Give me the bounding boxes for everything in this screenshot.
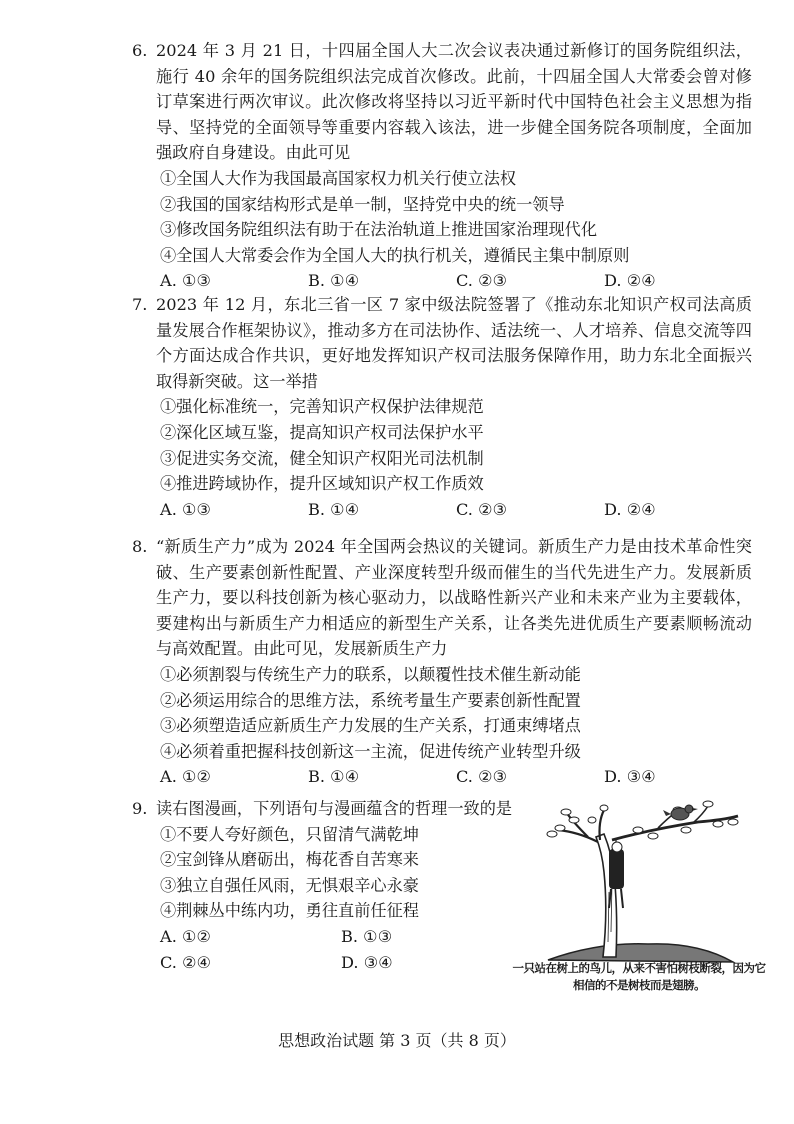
choice-a: A. ①② xyxy=(160,767,212,787)
question-7-option-1: ①强化标准统一，完善知识产权保护法律规范 xyxy=(160,397,484,417)
question-9-stem xyxy=(132,796,522,822)
question-8-option-3: ③必须塑造适应新质生产力发展的生产关系，打通束缚堵点 xyxy=(160,716,581,736)
question-7-number: 7. xyxy=(132,295,148,314)
question-7 xyxy=(132,292,752,522)
page-footer: 思想政治试题 第 3 页（共 8 页） xyxy=(278,1031,516,1050)
choice-a: A. ①③ xyxy=(160,499,212,519)
question-6 xyxy=(132,38,752,294)
question-9-option-1: ①不要人夸好颜色，只留清气满乾坤 xyxy=(160,824,419,844)
choice-b: B. ①③ xyxy=(341,926,393,946)
question-7-option-4: ④推进跨域协作，提升区域知识产权工作质效 xyxy=(160,474,484,494)
choice-a: A. ①② xyxy=(160,926,212,946)
choice-c: C. ②③ xyxy=(456,499,508,519)
choice-d: D. ③④ xyxy=(604,767,656,787)
question-9-option-2: ②宝剑锋从磨砺出，梅花香自苦寒来 xyxy=(160,850,419,870)
choice-b: B. ①④ xyxy=(308,767,360,787)
question-9-number: 9. xyxy=(132,799,148,818)
question-6-stem xyxy=(132,38,752,166)
question-9 xyxy=(132,796,522,975)
choice-c: C. ②③ xyxy=(456,767,508,787)
choice-d: D. ②④ xyxy=(604,499,656,519)
question-8-text: “新质生产力”成为 2024 年全国两会热议的关键词。新质生产力是由技术革命性突破、生产要素创新性配置、产业深度转型升级而催生的当代先进生产力。发展新质生产力，要以科技创新为核心驱动力，以战略性新兴产业和未来产业为主要载体，要建构出与新质生产力相适应的新型生产关系，让各类先进优质生产要素顺畅流动与高效配置。由此可见，发展新质生产力 xyxy=(156,537,752,659)
question-7-option-2: ②深化区域互鉴，提高知识产权司法保护水平 xyxy=(160,422,484,442)
question-7-option-3: ③促进实务交流，健全知识产权阳光司法机制 xyxy=(160,448,484,468)
question-7-text: 2023 年 12 月，东北三省一区 7 家中级法院签署了《推动东北知识产权司法高质量发展合作框架协议》，推动多方在司法协作、适法统一、人才培养、信息交流等四个方面达成合作共识，更好地发挥知识产权司法服务保障作用，助力东北全面振兴取得新突破。这一举措 xyxy=(156,295,752,391)
question-9-option-4: ④荆棘丛中练内功，勇往直前任征程 xyxy=(160,901,419,921)
choice-d: D. ②④ xyxy=(604,271,656,291)
choice-c: C. ②④ xyxy=(160,952,212,972)
cartoon-caption: 一只站在树上的鸟儿，从来不害怕树枝断裂，因为它相信的不是树枝而是翅膀。 xyxy=(512,961,766,992)
question-6-number: 6. xyxy=(132,41,148,60)
question-7-choices xyxy=(132,497,752,523)
question-6-option-1: ①全国人大作为我国最高国家权力机关行使立法权 xyxy=(160,168,517,188)
question-8-option-4: ④必须着重把握科技创新这一主流，促进传统产业转型升级 xyxy=(160,741,581,761)
question-9-choices xyxy=(132,924,522,975)
question-6-text: 2024 年 3 月 21 日，十四届全国人大二次会议表决通过新修订的国务院组织法，施行 40 余年的国务院组织法完成首次修改。此前，十四届全国人大常委会曾对修订草案进行两次审议。此次修改将坚持以习近平新时代中国特色社会主义思想为指导、坚持党的全面领导等重要内容载入该法，进一步健全国务院各项制度，全面加强政府自身建设。由此可见 xyxy=(156,41,752,163)
question-6-option-4: ④全国人大常委会作为全国人大的执行机关，遵循民主集中制原则 xyxy=(160,245,630,265)
question-8-stem xyxy=(132,534,752,662)
question-9-option-3: ③独立自强任风雨，无惧艰辛心永豪 xyxy=(160,875,419,895)
choice-b: B. ①④ xyxy=(308,271,360,291)
question-7-stem xyxy=(132,292,752,394)
choice-a: A. ①③ xyxy=(160,271,212,291)
question-8-option-2: ②必须运用综合的思维方法，系统考量生产要素创新性配置 xyxy=(160,690,581,710)
question-8 xyxy=(132,534,752,790)
question-6-option-3: ③修改国务院组织法有助于在法治轨道上推进国家治理现代化 xyxy=(160,220,598,240)
choice-c: C. ②③ xyxy=(456,271,508,291)
choice-b: B. ①④ xyxy=(308,499,360,519)
question-8-choices xyxy=(132,764,752,790)
question-9-text: 读右图漫画，下列语句与漫画蕴含的哲理一致的是 xyxy=(156,799,513,818)
choice-d: D. ③④ xyxy=(341,952,393,972)
question-6-option-2: ②我国的国家结构形式是单一制，坚持党中央的统一领导 xyxy=(160,194,565,214)
question-8-option-1: ①必须割裂与传统生产力的联系，以颠覆性技术催生新动能 xyxy=(160,664,581,684)
question-8-number: 8. xyxy=(132,537,148,556)
question-6-choices xyxy=(132,268,752,294)
